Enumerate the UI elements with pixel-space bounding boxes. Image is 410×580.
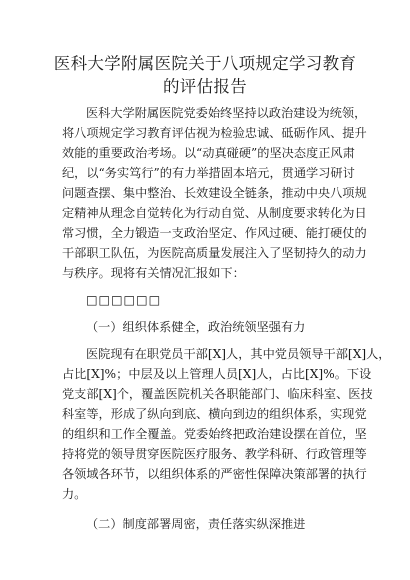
document-title-line-1: 医科大学附属医院关于八项规定学习教育	[53, 54, 357, 73]
intro-line: 与秩序。现将有关情况汇报如下：	[62, 266, 245, 280]
intro-line: 将八项规定学习教育评估视为检验忠诚、砥砺作风、提升	[62, 126, 367, 140]
intro-line: 纪，以“务实笃行”的有力举措固本培元，贯通学习研讨	[62, 166, 355, 180]
intro-line: 效能的重要政治考场。以“动真碰硬”的坚决态度正风肃	[62, 146, 355, 160]
intro-line: 医科大学附属医院党委始终坚持以政治建设为统领，	[86, 106, 367, 120]
section-1-heading: （一）组织体系健全，政治统领坚强有力	[86, 320, 306, 334]
section-2-heading: （二）制度部署周密，责任落实纵深推进	[86, 517, 306, 531]
section-1-line: 持将党的领导贯穿医院医疗服务、教学科研、行政管理等	[62, 447, 367, 461]
section-1-line: 科室等，形成了纵向到底、横向到边的组织体系，实现党	[62, 407, 367, 421]
document-title-line-2: 的评估报告	[163, 77, 247, 96]
section-1-line: 占比[X]%；中层及以上管理人员[X]人，占比[X]%。下设	[62, 367, 372, 381]
intro-line: 常习惯，全力锻造一支政治坚定、作风过硬、能打硬仗的	[62, 226, 367, 240]
intro-line: 定精神从理念自觉转化为行动自觉、从制度要求转化为日	[62, 206, 367, 220]
section-1-line: 力。	[62, 487, 87, 501]
intro-line: 问题查摆、集中整治、长效建设全链条，推动中央八项规	[62, 186, 367, 200]
placeholder-heading: □□□□□□	[86, 293, 162, 307]
intro-line: 干部职工队伍，为医院高质量发展注入了坚韧持久的动力	[62, 246, 367, 260]
section-1-line: 党支部[X]个，覆盖医院机关各职能部门、临床科室、医技	[62, 387, 373, 401]
section-1-line: 的组织和工作全覆盖。党委始终把政治建设摆在首位，坚	[62, 427, 367, 441]
section-1-line: 医院现有在职党员干部[X]人，其中党员领导干部[X]人，	[86, 347, 391, 361]
section-1-line: 各领域各环节，以组织体系的严密性保障决策部署的执行	[62, 467, 367, 481]
